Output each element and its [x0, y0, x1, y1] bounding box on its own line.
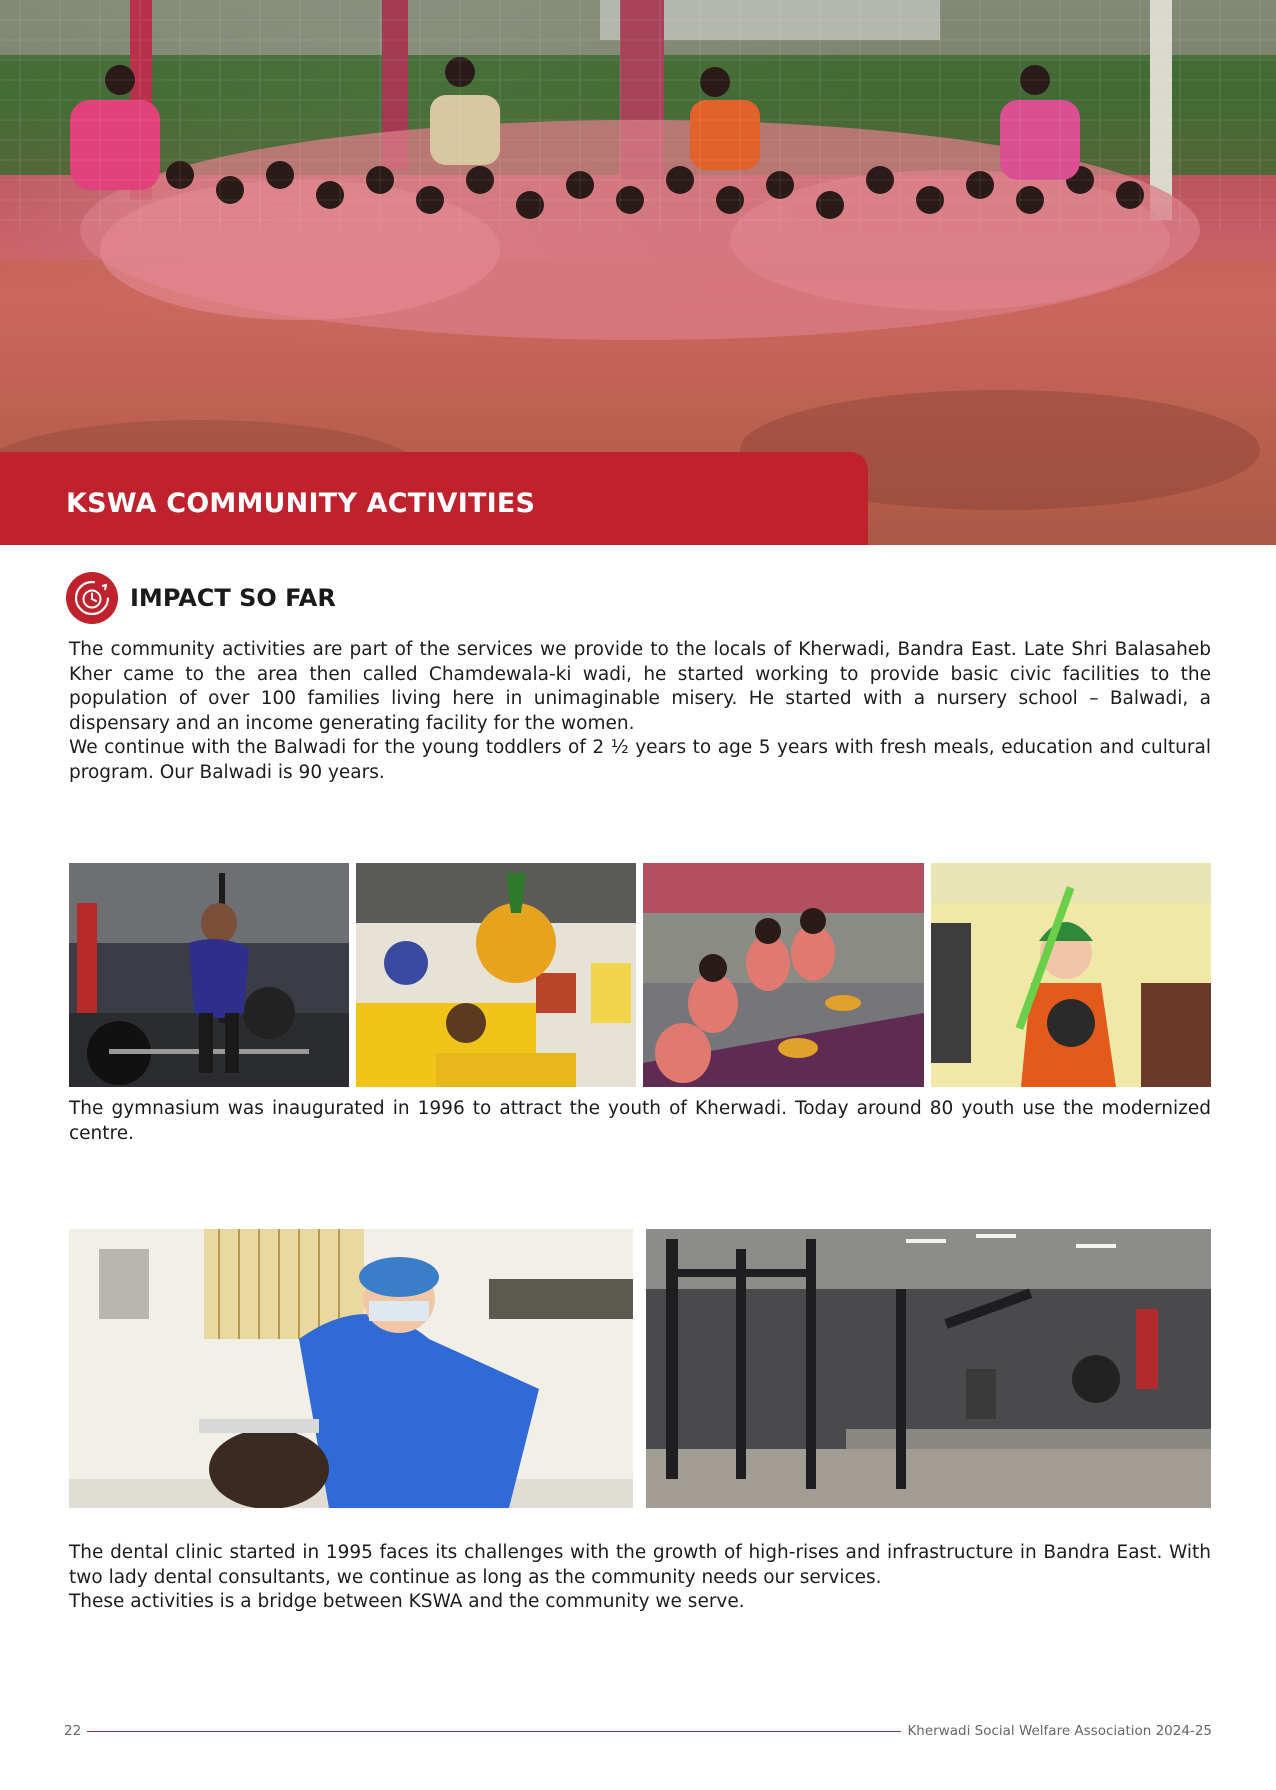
page-title-banner — [0, 452, 868, 545]
photo-dahi-handi-festival — [356, 863, 636, 1087]
page-footer — [64, 1721, 1212, 1741]
intro-paragraph: We continue with the Balwadi for the young toddlers of 2 ½ years to age 5 years with fresh meals, education and cultural program. Our Balwadi is 90 years. — [69, 737, 1211, 783]
footer-organization: Kherwadi Social Welfare Association 2024-25 — [907, 1723, 1212, 1739]
gym-caption: The gymnasium was inaugurated in 1996 to attract the youth of Kherwadi. Today around 80 youth use the modernized centre. — [69, 1098, 1211, 1144]
footer-rule — [87, 1731, 901, 1732]
intro-text — [69, 638, 1211, 786]
hero-photo-balwadi-children — [0, 0, 1276, 545]
dental-paragraph: These activities is a bridge between KSWA and the community we serve. — [69, 1591, 745, 1613]
clock-cycle-icon — [66, 572, 118, 624]
photo-gymnasium-interior — [646, 1229, 1211, 1508]
page-title: KSWA COMMUNITY ACTIVITIES — [66, 488, 536, 519]
intro-paragraph: The community activities are part of the services we provide to the locals of Kherwadi, Bandra East. Late Shri Balasaheb Kher came to the area then called Chamdewala-ki wadi, he started working to provide basic civic facilities to the population of over 100 families living here in unimaginable misery. He started with a nursery school – Balwadi, a dispensary and an income generating facility for the women. — [69, 639, 1211, 734]
photo-gym-weightlifting — [69, 863, 349, 1087]
section-title: IMPACT SO FAR — [130, 584, 336, 612]
section-header — [66, 572, 336, 624]
photo-dental-clinic — [69, 1229, 633, 1508]
photo-child-costume — [931, 863, 1211, 1087]
page-number: 22 — [64, 1723, 82, 1739]
dental-paragraph: The dental clinic started in 1995 faces its challenges with the growth of high-rises and infrastructure in Bandra East. With two lady dental consultants, we continue as long as the community needs our services. — [69, 1542, 1211, 1588]
gym-caption-text — [69, 1097, 1211, 1146]
photo-balwadi-mealtime — [643, 863, 924, 1087]
dental-text — [69, 1541, 1211, 1615]
